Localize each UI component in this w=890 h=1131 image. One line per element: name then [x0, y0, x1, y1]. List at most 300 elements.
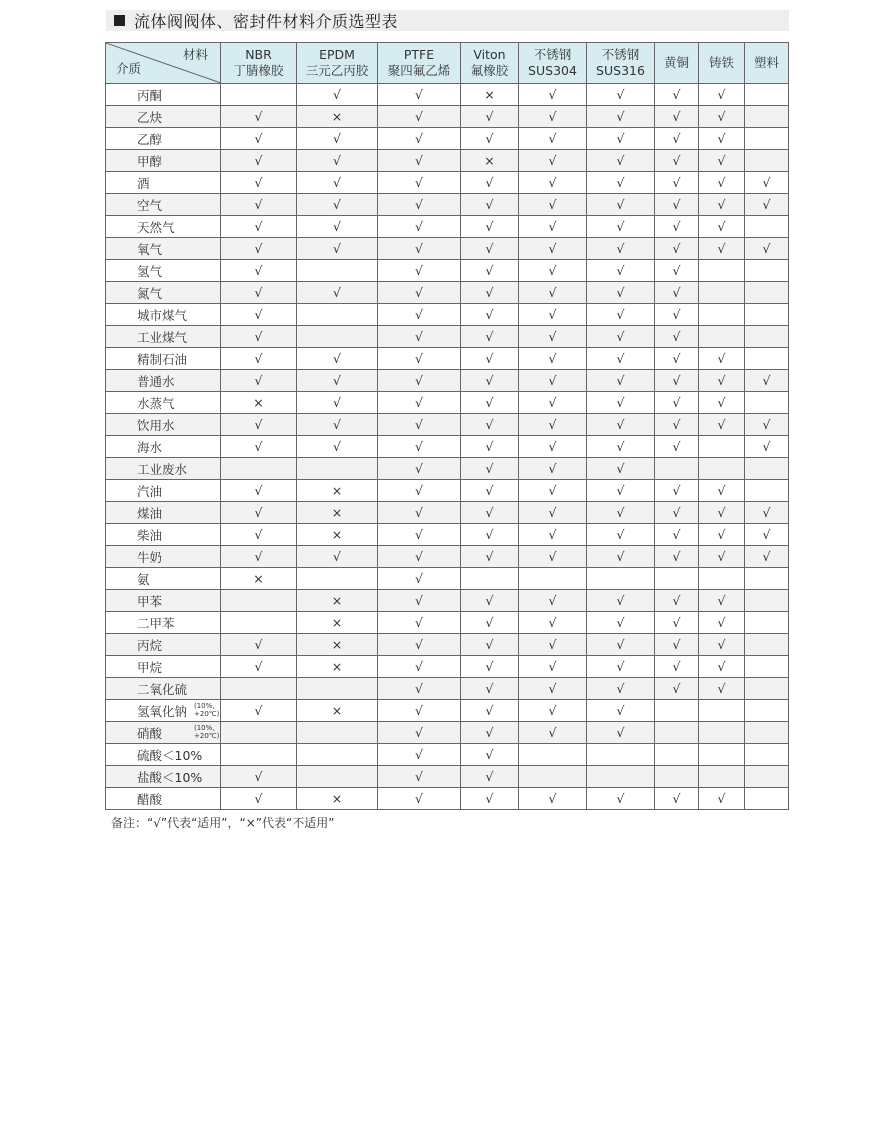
compatibility-cell	[745, 722, 789, 744]
compatibility-cell: ×	[461, 84, 519, 106]
column-header-line2: 三元乙丙胶	[305, 63, 369, 78]
table-row	[106, 106, 789, 128]
medium-name: 氢氧化钠	[137, 703, 188, 719]
compatibility-cell: √	[655, 524, 699, 546]
compatibility-cell	[297, 458, 378, 480]
column-header-line1: 不锈钢	[601, 47, 640, 62]
compatibility-cell: √	[745, 502, 789, 524]
compatibility-cell: √	[655, 106, 699, 128]
compatibility-cell: √	[221, 106, 297, 128]
compatibility-cell	[297, 568, 378, 590]
compatibility-cell: √	[519, 238, 587, 260]
compatibility-cell: √	[221, 502, 297, 524]
compatibility-cell: √	[519, 194, 587, 216]
compatibility-cell: √	[461, 326, 519, 348]
compatibility-cell: √	[655, 612, 699, 634]
compatibility-cell: √	[378, 194, 461, 216]
compatibility-cell	[745, 348, 789, 370]
compatibility-cell: √	[297, 414, 378, 436]
compatibility-cell: √	[699, 392, 745, 414]
medium-cell	[106, 216, 221, 238]
compatibility-cell: √	[699, 84, 745, 106]
compatibility-cell: √	[461, 370, 519, 392]
compatibility-cell: √	[519, 216, 587, 238]
column-header-line2: SUS304	[528, 63, 577, 78]
compatibility-cell: √	[655, 634, 699, 656]
column-header-line1: 铸铁	[708, 55, 734, 70]
medium-cell	[106, 370, 221, 392]
medium-cell	[106, 458, 221, 480]
compatibility-cell	[587, 744, 655, 766]
compatibility-cell: ×	[297, 656, 378, 678]
compatibility-cell: √	[587, 326, 655, 348]
compatibility-cell: √	[587, 128, 655, 150]
compatibility-cell	[745, 590, 789, 612]
compatibility-cell: √	[655, 348, 699, 370]
column-header	[297, 43, 378, 84]
compatibility-cell: √	[378, 128, 461, 150]
table-row	[106, 304, 789, 326]
compatibility-cell: √	[587, 480, 655, 502]
compatibility-cell: √	[587, 788, 655, 810]
compatibility-cell: √	[221, 480, 297, 502]
medium-cell	[106, 502, 221, 524]
table-row	[106, 348, 789, 370]
compatibility-cell: √	[461, 722, 519, 744]
compatibility-cell	[655, 458, 699, 480]
medium-name: 氢气	[137, 263, 163, 279]
medium-cell	[106, 744, 221, 766]
compatibility-cell: √	[378, 766, 461, 788]
compatibility-cell: √	[221, 788, 297, 810]
medium-cell	[106, 656, 221, 678]
compatibility-cell: √	[297, 348, 378, 370]
compatibility-cell	[699, 282, 745, 304]
compatibility-cell: √	[461, 260, 519, 282]
compatibility-cell	[745, 260, 789, 282]
compatibility-cell: √	[461, 194, 519, 216]
compatibility-cell: √	[461, 128, 519, 150]
medium-name: 丙酮	[137, 87, 163, 103]
compatibility-cell: √	[461, 480, 519, 502]
compatibility-cell: √	[519, 172, 587, 194]
compatibility-cell	[221, 722, 297, 744]
compatibility-cell: √	[461, 744, 519, 766]
compatibility-cell: √	[519, 84, 587, 106]
compatibility-cell: √	[378, 348, 461, 370]
compatibility-cell: √	[297, 172, 378, 194]
table-row	[106, 546, 789, 568]
compatibility-cell: ×	[297, 612, 378, 634]
compatibility-cell: √	[461, 304, 519, 326]
compatibility-cell: √	[461, 502, 519, 524]
table-row	[106, 172, 789, 194]
compatibility-cell: √	[221, 150, 297, 172]
medium-cell	[106, 700, 221, 722]
compatibility-cell	[655, 744, 699, 766]
column-header-line2: 丁腈橡胶	[233, 63, 284, 78]
compatibility-cell: √	[221, 656, 297, 678]
medium-cell	[106, 612, 221, 634]
compatibility-cell: √	[519, 700, 587, 722]
compatibility-cell: √	[297, 436, 378, 458]
compatibility-cell: √	[461, 700, 519, 722]
compatibility-cell: √	[297, 194, 378, 216]
medium-name: 牛奶	[137, 549, 163, 565]
medium-cell	[106, 788, 221, 810]
compatibility-cell: √	[587, 282, 655, 304]
compatibility-cell	[699, 722, 745, 744]
column-header-line1: PTFE	[403, 47, 435, 62]
compatibility-cell: √	[519, 502, 587, 524]
compatibility-cell: √	[587, 150, 655, 172]
medium-name: 硝酸	[137, 725, 163, 741]
medium-name: 煤油	[137, 505, 163, 521]
compatibility-cell	[745, 656, 789, 678]
square-bullet-icon	[114, 15, 125, 26]
compatibility-cell: √	[461, 788, 519, 810]
compatibility-cell: √	[587, 656, 655, 678]
compatibility-cell: √	[221, 216, 297, 238]
compatibility-cell	[745, 458, 789, 480]
medium-cell	[106, 84, 221, 106]
compatibility-cell: √	[655, 282, 699, 304]
compatibility-cell: √	[461, 524, 519, 546]
column-header	[655, 43, 699, 84]
table-row	[106, 216, 789, 238]
medium-cell	[106, 150, 221, 172]
compatibility-cell: √	[655, 326, 699, 348]
medium-name: 饮用水	[137, 417, 175, 433]
column-header-line1: EPDM	[319, 47, 355, 62]
compatibility-cell: √	[655, 546, 699, 568]
compatibility-cell: √	[587, 348, 655, 370]
compatibility-cell: √	[461, 392, 519, 414]
compatibility-cell	[745, 678, 789, 700]
medium-cell	[106, 436, 221, 458]
compatibility-cell: √	[461, 414, 519, 436]
compatibility-cell: √	[699, 678, 745, 700]
medium-name: 海水	[137, 439, 163, 455]
compatibility-cell: √	[378, 656, 461, 678]
compatibility-cell: √	[745, 172, 789, 194]
compatibility-cell: √	[378, 106, 461, 128]
compatibility-cell: √	[221, 128, 297, 150]
compatibility-cell: √	[699, 172, 745, 194]
table-row	[106, 84, 789, 106]
compatibility-cell	[655, 700, 699, 722]
compatibility-cell: √	[378, 84, 461, 106]
compatibility-cell: √	[655, 502, 699, 524]
medium-name: 醋酸	[137, 791, 163, 807]
compatibility-cell: √	[745, 194, 789, 216]
table-row	[106, 612, 789, 634]
medium-name: 空气	[137, 197, 163, 213]
medium-name: 氧气	[137, 241, 163, 257]
compatibility-cell	[221, 678, 297, 700]
compatibility-cell: √	[655, 238, 699, 260]
compatibility-cell: √	[378, 744, 461, 766]
compatibility-cell: √	[519, 436, 587, 458]
condition-note-line2: +20℃)	[194, 732, 220, 740]
compatibility-cell: √	[587, 414, 655, 436]
compatibility-cell: √	[587, 172, 655, 194]
column-header	[745, 43, 789, 84]
compatibility-cell: √	[519, 370, 587, 392]
compatibility-cell: √	[378, 216, 461, 238]
medium-name: 酒	[137, 175, 150, 191]
table-row	[106, 766, 789, 788]
compatibility-cell: √	[519, 480, 587, 502]
compatibility-cell: √	[297, 216, 378, 238]
compatibility-cell	[587, 568, 655, 590]
table-row	[106, 458, 789, 480]
compatibility-cell	[297, 678, 378, 700]
medium-cell	[106, 634, 221, 656]
compatibility-cell: √	[519, 128, 587, 150]
corner-header	[106, 43, 221, 84]
medium-cell	[106, 722, 221, 744]
table-row	[106, 678, 789, 700]
column-header	[378, 43, 461, 84]
condition-note-line1: (10%,	[194, 702, 215, 710]
compatibility-cell: √	[519, 326, 587, 348]
compatibility-cell: √	[587, 458, 655, 480]
compatibility-cell: √	[587, 392, 655, 414]
compatibility-cell: ×	[297, 634, 378, 656]
compatibility-cell: √	[378, 722, 461, 744]
compatibility-cell: √	[699, 150, 745, 172]
medium-cell	[106, 172, 221, 194]
compatibility-cell: √	[461, 348, 519, 370]
compatibility-cell: √	[378, 304, 461, 326]
compatibility-cell	[699, 700, 745, 722]
column-header-line2: 聚四氟乙烯	[387, 63, 451, 78]
compatibility-cell: √	[461, 172, 519, 194]
compatibility-cell	[699, 436, 745, 458]
medium-cell	[106, 194, 221, 216]
table-row	[106, 414, 789, 436]
compatibility-cell: √	[699, 634, 745, 656]
compatibility-cell: √	[221, 260, 297, 282]
table-row	[106, 480, 789, 502]
compatibility-cell: √	[378, 414, 461, 436]
compatibility-cell	[745, 304, 789, 326]
compatibility-cell: √	[378, 480, 461, 502]
compatibility-cell	[699, 458, 745, 480]
compatibility-cell: √	[699, 612, 745, 634]
column-header	[221, 43, 297, 84]
compatibility-cell: √	[519, 590, 587, 612]
compatibility-cell: √	[519, 106, 587, 128]
material-selection-table	[105, 42, 789, 810]
compatibility-cell	[699, 304, 745, 326]
compatibility-cell: √	[461, 546, 519, 568]
compatibility-cell: √	[745, 524, 789, 546]
compatibility-cell: √	[297, 282, 378, 304]
medium-name: 城市煤气	[137, 307, 188, 323]
compatibility-cell: √	[519, 788, 587, 810]
compatibility-cell: √	[655, 436, 699, 458]
compatibility-cell	[699, 568, 745, 590]
table-row	[106, 524, 789, 546]
compatibility-cell: √	[221, 282, 297, 304]
condition-note	[194, 702, 219, 718]
compatibility-cell	[519, 744, 587, 766]
compatibility-cell: √	[519, 546, 587, 568]
compatibility-cell: √	[519, 414, 587, 436]
compatibility-cell: √	[587, 590, 655, 612]
compatibility-cell: √	[519, 150, 587, 172]
table-row	[106, 392, 789, 414]
compatibility-cell: ×	[297, 480, 378, 502]
compatibility-cell: √	[587, 700, 655, 722]
medium-cell	[106, 304, 221, 326]
corner-material-label: 材料	[182, 47, 208, 62]
compatibility-cell: √	[519, 458, 587, 480]
compatibility-cell: √	[221, 194, 297, 216]
column-header	[699, 43, 745, 84]
compatibility-cell: √	[587, 634, 655, 656]
corner-medium-label: 介质	[116, 61, 142, 76]
compatibility-cell: ×	[297, 106, 378, 128]
compatibility-cell	[655, 722, 699, 744]
medium-name: 盐酸＜10%	[137, 769, 203, 785]
compatibility-cell	[655, 766, 699, 788]
table-row	[106, 238, 789, 260]
medium-cell	[106, 568, 221, 590]
compatibility-cell: √	[699, 194, 745, 216]
compatibility-cell	[699, 744, 745, 766]
compatibility-cell: √	[745, 414, 789, 436]
compatibility-cell: √	[745, 238, 789, 260]
compatibility-cell: √	[587, 194, 655, 216]
compatibility-cell: √	[587, 260, 655, 282]
medium-name: 二甲苯	[137, 615, 175, 631]
compatibility-cell: √	[699, 788, 745, 810]
column-header-line1: NBR	[245, 47, 272, 62]
compatibility-cell: √	[221, 238, 297, 260]
compatibility-cell	[699, 326, 745, 348]
compatibility-cell: √	[699, 546, 745, 568]
page-title: 流体阀阀体、密封件材料介质选型表	[134, 12, 399, 31]
compatibility-cell: √	[297, 84, 378, 106]
table-row	[106, 326, 789, 348]
compatibility-cell: √	[519, 304, 587, 326]
medium-name: 汽油	[137, 483, 163, 499]
compatibility-cell: √	[699, 524, 745, 546]
compatibility-cell: √	[587, 106, 655, 128]
compatibility-cell	[745, 326, 789, 348]
compatibility-cell: √	[221, 546, 297, 568]
compatibility-cell: √	[297, 238, 378, 260]
compatibility-cell: √	[655, 172, 699, 194]
table-row	[106, 282, 789, 304]
compatibility-cell: √	[655, 150, 699, 172]
compatibility-cell: √	[378, 260, 461, 282]
compatibility-cell: √	[519, 612, 587, 634]
medium-name: 工业废水	[137, 461, 188, 477]
medium-name: 硫酸＜10%	[137, 747, 203, 763]
medium-cell	[106, 546, 221, 568]
compatibility-cell: √	[655, 128, 699, 150]
compatibility-cell: √	[587, 84, 655, 106]
table-row	[106, 568, 789, 590]
title-bar	[106, 10, 789, 31]
compatibility-cell: √	[699, 216, 745, 238]
column-header-line1: 塑料	[753, 55, 779, 70]
compatibility-cell: √	[378, 634, 461, 656]
compatibility-cell	[221, 84, 297, 106]
compatibility-cell: ×	[221, 568, 297, 590]
compatibility-cell	[745, 128, 789, 150]
compatibility-cell: √	[655, 392, 699, 414]
compatibility-cell: √	[221, 370, 297, 392]
compatibility-cell: √	[297, 546, 378, 568]
compatibility-cell: √	[587, 304, 655, 326]
compatibility-cell: √	[461, 458, 519, 480]
compatibility-cell: √	[519, 282, 587, 304]
column-header	[519, 43, 587, 84]
compatibility-cell: ×	[221, 392, 297, 414]
compatibility-cell: ×	[297, 590, 378, 612]
compatibility-cell: √	[519, 524, 587, 546]
compatibility-cell: √	[378, 326, 461, 348]
compatibility-cell	[297, 304, 378, 326]
compatibility-cell	[745, 480, 789, 502]
compatibility-cell: ×	[297, 700, 378, 722]
compatibility-cell: √	[587, 370, 655, 392]
compatibility-cell: √	[745, 436, 789, 458]
medium-name: 天然气	[137, 219, 175, 235]
compatibility-cell: √	[699, 348, 745, 370]
table-row	[106, 722, 789, 744]
medium-name: 甲醇	[137, 153, 163, 169]
compatibility-cell: √	[221, 634, 297, 656]
column-header-line1: Viton	[473, 47, 506, 62]
compatibility-cell: √	[378, 568, 461, 590]
compatibility-cell: √	[519, 722, 587, 744]
compatibility-cell: √	[221, 326, 297, 348]
compatibility-cell: √	[221, 436, 297, 458]
compatibility-cell: √	[461, 612, 519, 634]
column-header	[587, 43, 655, 84]
compatibility-cell: √	[378, 150, 461, 172]
medium-name: 甲苯	[137, 593, 163, 609]
compatibility-cell: √	[587, 678, 655, 700]
compatibility-cell	[699, 260, 745, 282]
compatibility-cell: √	[745, 546, 789, 568]
compatibility-cell: √	[655, 260, 699, 282]
medium-name: 氨	[137, 571, 150, 587]
column-header-line1: 不锈钢	[533, 47, 572, 62]
compatibility-cell	[745, 84, 789, 106]
column-header	[461, 43, 519, 84]
compatibility-cell: √	[461, 282, 519, 304]
compatibility-cell: √	[461, 106, 519, 128]
compatibility-cell: √	[461, 436, 519, 458]
compatibility-cell	[519, 766, 587, 788]
table-row	[106, 656, 789, 678]
compatibility-cell: √	[221, 172, 297, 194]
compatibility-cell: √	[297, 150, 378, 172]
compatibility-cell: √	[297, 128, 378, 150]
compatibility-cell: √	[461, 216, 519, 238]
compatibility-cell	[587, 766, 655, 788]
compatibility-cell: √	[655, 678, 699, 700]
compatibility-cell: √	[587, 436, 655, 458]
compatibility-cell: √	[699, 128, 745, 150]
